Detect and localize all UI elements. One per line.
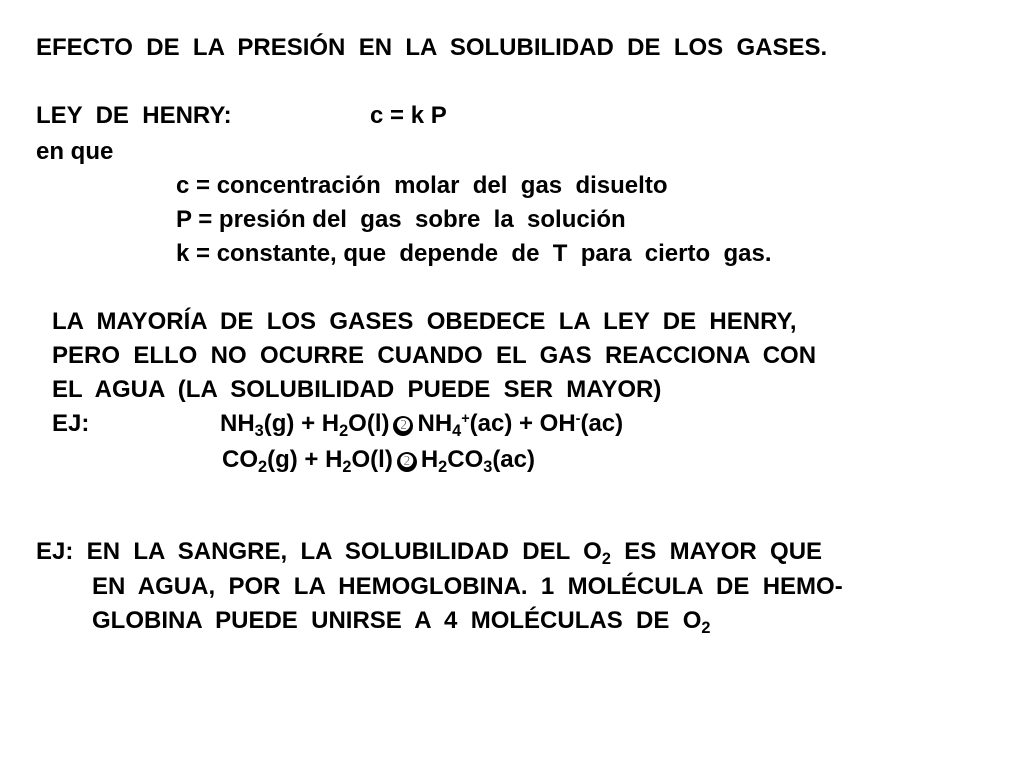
water-subscript: 2 — [339, 421, 349, 440]
ammonium-product: NH — [417, 410, 453, 437]
carbonic-acid-subscript-h: 2 — [438, 457, 448, 476]
henry-law-formula: c = k P — [370, 102, 447, 129]
hydroxide-charge: - — [575, 411, 581, 428]
oxygen-subscript: 2 — [601, 549, 611, 568]
definition-c: c = concentración molar del gas disuelto — [176, 172, 668, 199]
reaction-arrow-icon: ➋ — [393, 416, 413, 436]
ammonia-subscript: 3 — [254, 421, 264, 440]
oxygen-subscript-2: 2 — [701, 618, 711, 637]
ammonium-subscript: 4 — [452, 421, 462, 440]
carbonic-acid-co: CO — [447, 446, 484, 473]
blood-line-2: EN AGUA, POR LA HEMOGLOBINA. 1 MOLÉCULA DE HEMO- — [92, 573, 843, 600]
co2-reactant-end: (g) + H — [267, 446, 343, 473]
water-end: O(l) — [348, 410, 390, 437]
co2-reactant: CO — [222, 446, 258, 473]
reaction-arrow-icon: ➋ — [397, 452, 417, 472]
definition-p: P = presión del gas sobre la solución — [176, 206, 626, 233]
ammonia-reactant: NH — [220, 410, 255, 437]
ammonia-reactant-end: (g) + H — [263, 410, 340, 437]
majority-line-2: PERO ELLO NO OCURRE CUANDO EL GAS REACCIONA CON — [52, 342, 817, 369]
henry-law-label: LEY DE HENRY: — [36, 102, 232, 129]
page-title: EFECTO DE LA PRESIÓN EN LA SOLUBILIDAD DE LOS GASES. — [36, 34, 828, 61]
hydroxide-end: (ac) — [580, 410, 624, 437]
majority-line-1: LA MAYORÍA DE LOS GASES OBEDECE LA LEY DE HENRY, — [52, 308, 797, 335]
en-que-label: en que — [36, 138, 114, 165]
blood-line-3 — [92, 607, 711, 637]
equation-ammonia — [220, 410, 624, 440]
ammonium-end: (ac) + OH — [469, 410, 576, 437]
blood-line-1-end: ES MAYOR QUE — [610, 538, 823, 565]
ammonium-charge: + — [461, 411, 470, 428]
water2-subscript: 2 — [342, 457, 352, 476]
blood-line-3-text: GLOBINA PUEDE UNIRSE A 4 MOLÉCULAS DE O — [92, 607, 702, 634]
carbonic-acid-subscript-o: 3 — [483, 457, 493, 476]
carbonic-acid-end: (ac) — [492, 446, 535, 473]
definition-k: k = constante, que depende de T para cierto gas. — [176, 240, 772, 267]
blood-line-1 — [36, 538, 823, 568]
water2-end: O(l) — [351, 446, 393, 473]
equation-co2 — [222, 446, 535, 476]
co2-subscript: 2 — [258, 457, 268, 476]
majority-line-3: EL AGUA (LA SOLUBILIDAD PUEDE SER MAYOR) — [52, 376, 662, 403]
example-label: EJ: — [52, 410, 90, 437]
carbonic-acid-h: H — [420, 446, 439, 473]
blood-line-1-text: EJ: EN LA SANGRE, LA SOLUBILIDAD DEL O — [36, 538, 602, 565]
